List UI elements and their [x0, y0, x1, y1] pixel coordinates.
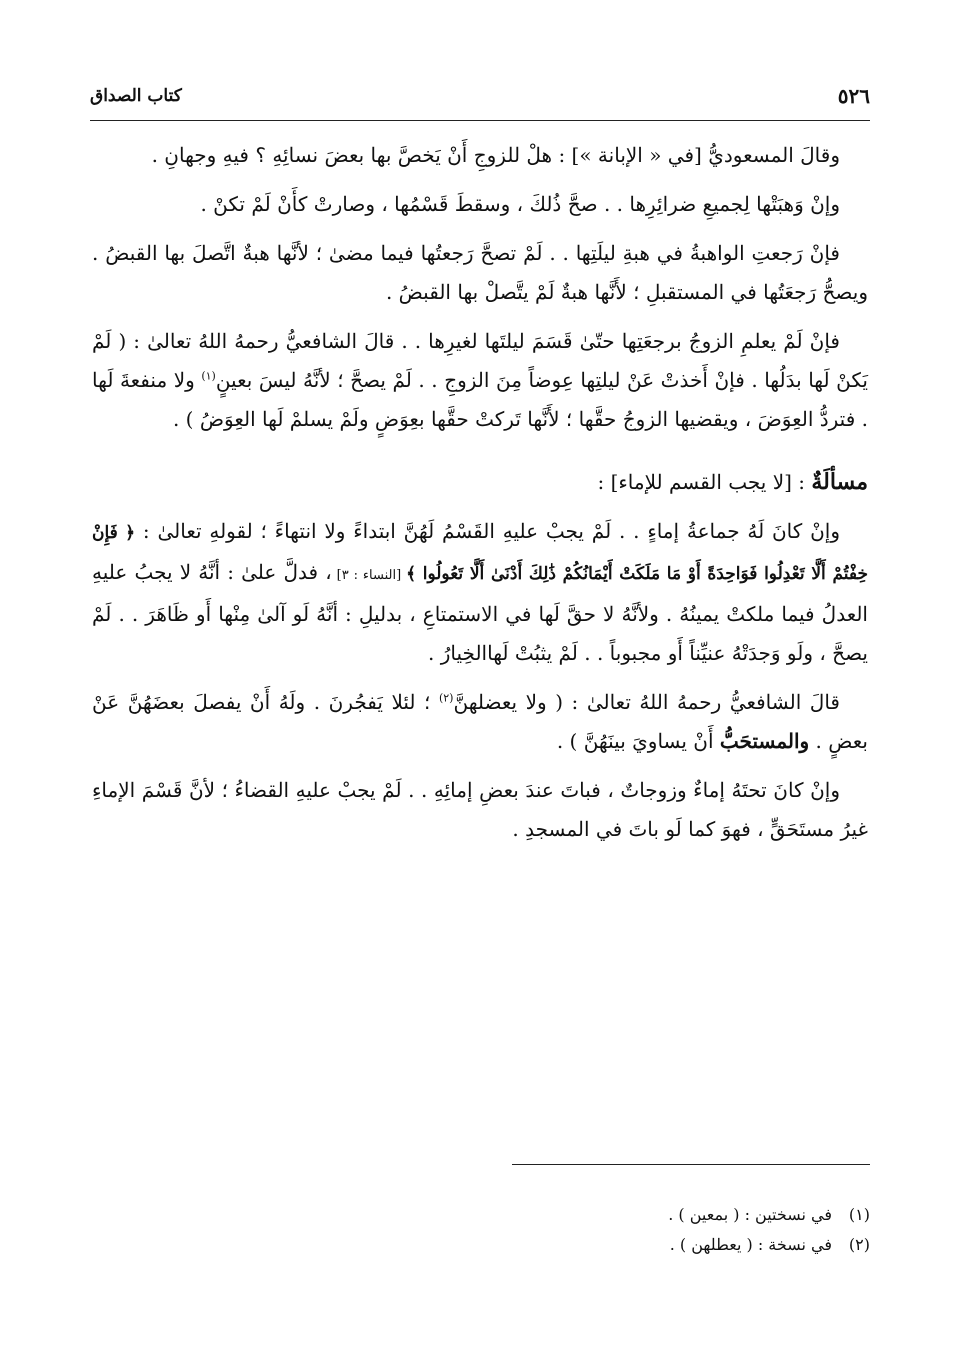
paragraph: [92, 322, 868, 439]
footnote-ref: (١): [201, 369, 216, 383]
quran-verse: ﴿ فَإِنْ خِفْتُمْ أَلَّا تَعْدِلُوا فَوَاحِدَةً أَوْ مَا مَلَكَتْ أَيْمَانُكُمْ ذَٰلِكَ أَدْنَىٰ أَلَّا تَعُولُوا ﴾: [92, 523, 869, 584]
main-text: [92, 136, 868, 859]
bold-term: والمستحَبُّ: [719, 729, 810, 753]
verse-citation: [النساء : ٣]: [331, 568, 407, 583]
paragraph: وإنْ وَهبَتْها لِجميعِ ضرائِرِها . . صحَّ ذُلكَ ، وسقطَ قَسْمُها ، وصارتْ كأَنْ لَمْ تكنْ .: [200, 192, 840, 216]
footnote-text: في نسخة : ( يعطلهن ) .: [669, 1235, 832, 1254]
footnote-number: (٢): [848, 1235, 870, 1254]
paragraph-text: ، فدلَّ علىٰ : أنَّهُ لا يجبُ عليهِ العدلُ فيما ملكتْ يمينُهُ . ولأنَّهُ لا حقَّ لَها في الاستمتاعِ ، بدليلِ : أنَّهُ لَو آلىٰ مِنْها أَو ظَاهَرَ . . لَمْ يصحَّ ، ولَو وَجدَتْهُ عنيِّناً أَو مجبوباً . . لَمْ يثبُتْ لَهاالخِيارُ .: [92, 560, 868, 665]
footnote-text: في نسختين : ( بمعين ) .: [668, 1205, 832, 1224]
paragraph: [92, 512, 868, 673]
paragraph-text: وإنْ كانَ لَهُ جماعةُ إماءٍ . . لَمْ يجبْ عليهِ القَسْمُ لَهُنَّ ابتداءً ولا انتهاءً ؛ لقولهِ تعالىٰ :: [135, 519, 841, 543]
paragraph: فإنْ رَجعتِ الواهبةُ في هبةِ ليلَتِها . . لَمْ تصحَّ رَجعتُها فيما مضىٰ ؛ لأنَّها هبةٌ اتَّصلَ بها القبضُ . ويصحُّ رَجعَتُها في المستقبلِ ؛ لأَنَّها هبةٌ لَمْ يتَّصلْ بها القبضُ .: [92, 241, 868, 304]
paragraph-text: ولا منفعةَ لَها . فتردُّ العِوَضَ ، ويقضيها الزوجُ حقَّها ؛ لأَنَّها تَركتْ حقَّها بعِوَضٍ ولَمْ يسلمْ لَها العِوَضُ ) .: [92, 368, 868, 431]
masala-word: مسألَةٌ: [811, 469, 868, 495]
footnote-number: (١): [848, 1205, 870, 1224]
paragraph-text: فإنْ لَمْ يعلمِ الزوجُ برجعَتِها حتّىٰ قَسَمَ ليلتَها لغيرِها . . قالَ الشافعيُّ رحمهُ اللهُ تعالىٰ : ( لَمْ يَكنْ لَها بدَلُها . فإنْ أَخذتْ عَنْ ليلتِها عِوضاً مِنَ الزوجِ . . لَمْ يصحَّ ؛ لأنَّهُ ليسَ بعينٍ: [92, 329, 868, 392]
paragraph: وقالَ المسعوديُّ [في « الإبانة »] : هلْ للزوجِ أَنْ يَخصَّ بها بعضَ نسائِهِ ؟ فيهِ وجهانِ .: [151, 143, 840, 167]
footnote-ref: (٢): [438, 691, 454, 705]
running-title: كتاب الصداق: [90, 86, 182, 106]
paragraph-text: ؛ لئلا يَفجُرنَ . ولَهُ أَنْ يفصلَ بعضَهُنَّ عَنْ بعضٍ .: [92, 690, 868, 753]
masala-heading: [92, 463, 868, 502]
paragraph-text: أَنْ يساويَ بينَهُنَّ ) .: [556, 729, 720, 753]
paragraph-text: قالَ الشافعيُّ رحمهُ اللهُ تعالىٰ : ( ولا يعضلهنَّ: [453, 690, 840, 714]
footnotes: [500, 1200, 870, 1260]
footnote: [500, 1230, 870, 1260]
masala-title: : [لا يجب القسم للإماء] :: [597, 470, 812, 494]
footnote: [500, 1200, 870, 1230]
footnote-rule: [512, 1164, 870, 1165]
page-header: [90, 84, 870, 114]
page-number: ٥٢٦: [837, 84, 870, 108]
header-rule: [90, 120, 870, 121]
paragraph: وإنْ كانَ تحتَهُ إماءٌ وزوجاتٌ ، فباتَ عندَ بعضِ إمائِهِ . . لَمْ يجبْ عليهِ القضاءُ ؛ لأنَّ قَسْمَ الإماءِ غيرُ مستَحَقٍّ ، فهوَ كما لَو باتَ في المسجدِ .: [92, 778, 868, 841]
paragraph: [92, 683, 868, 761]
